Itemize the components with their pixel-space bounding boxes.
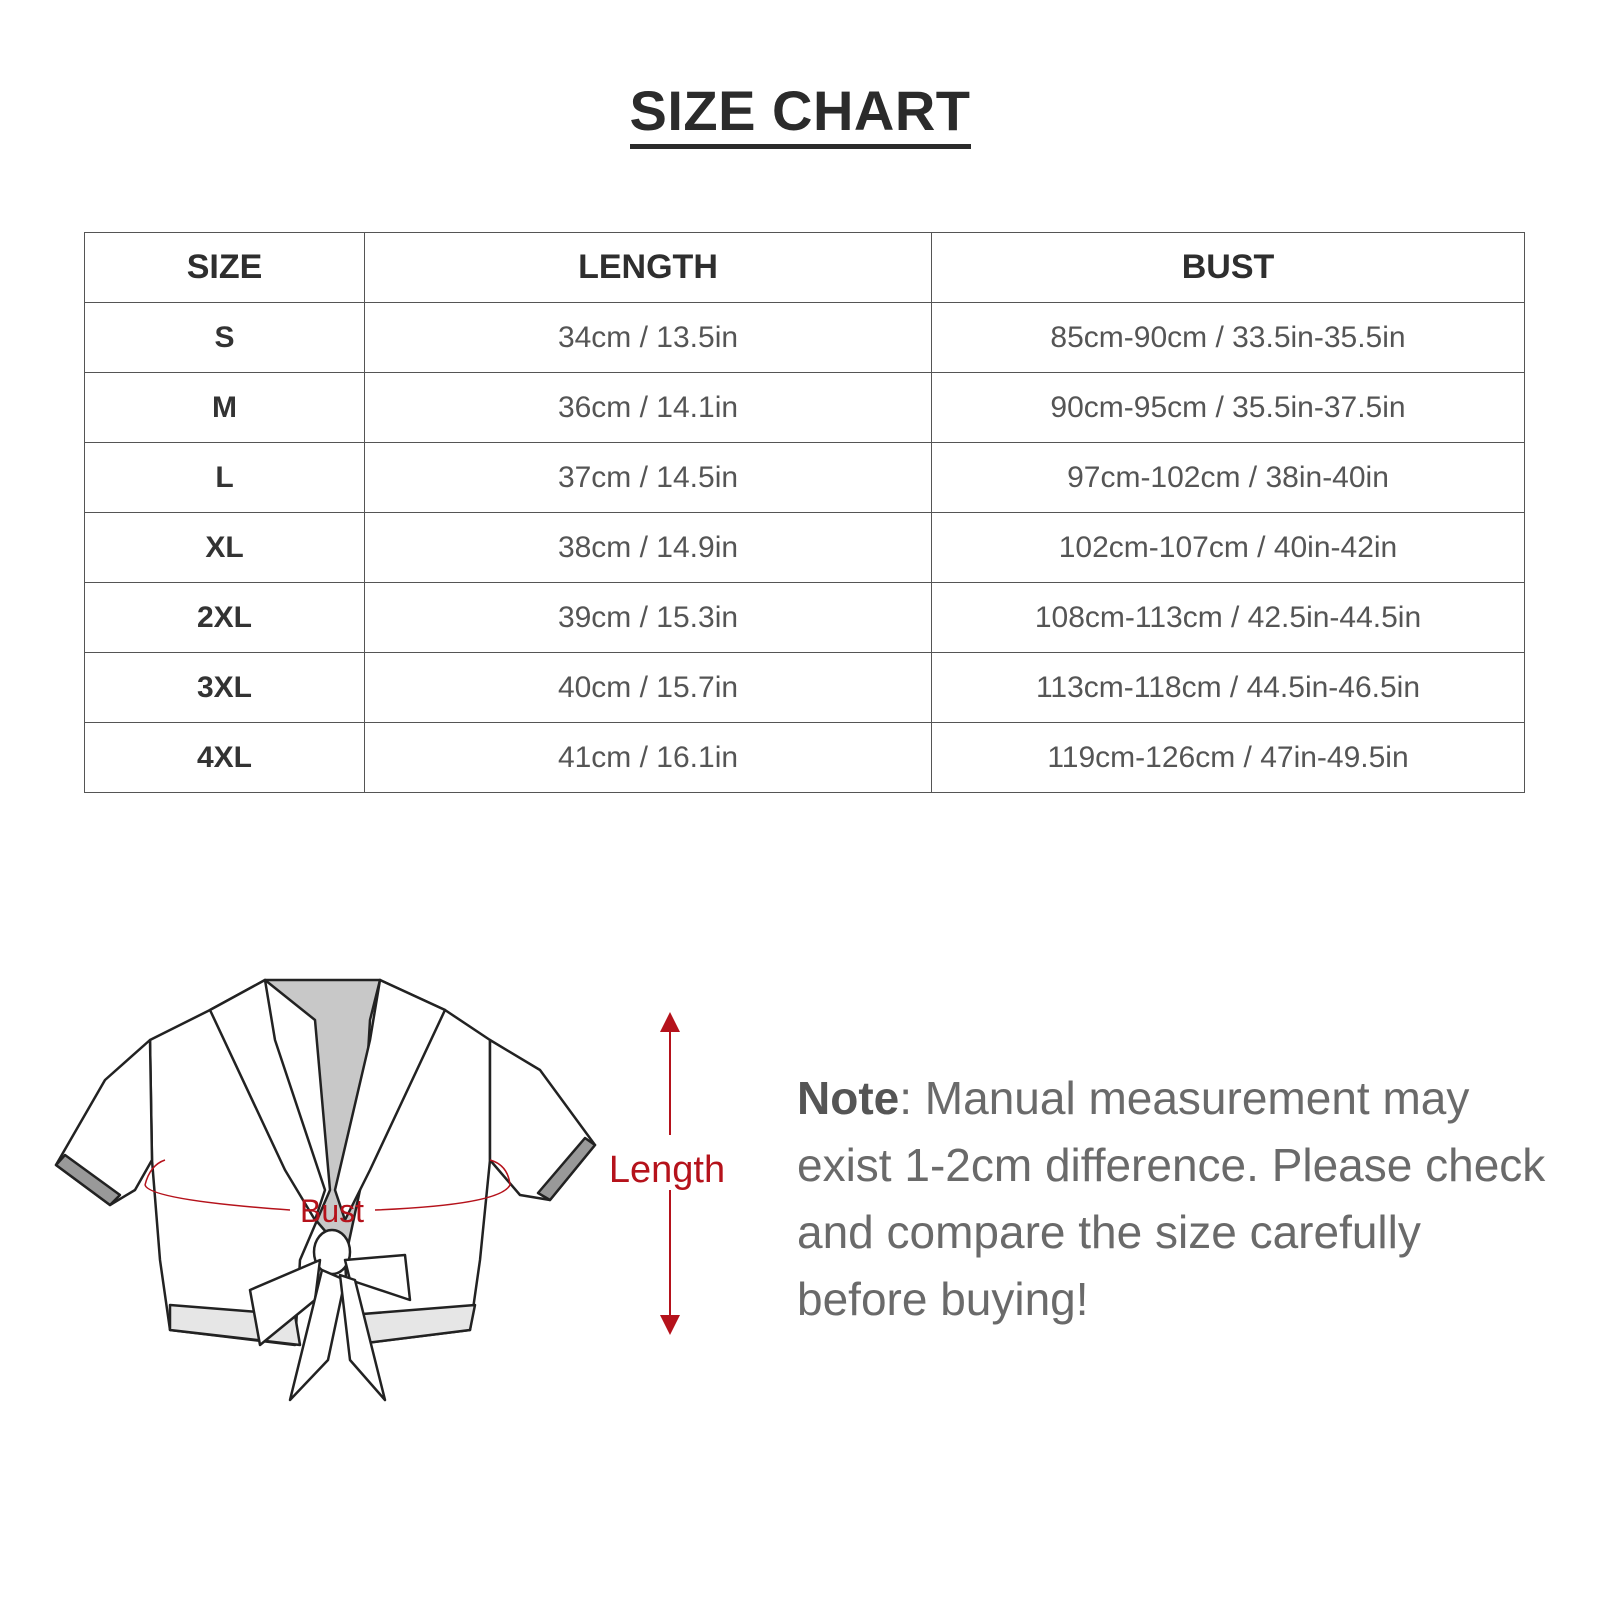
table-row: [85, 583, 1525, 653]
table-header-row: [85, 233, 1525, 303]
length-label: Length: [608, 1149, 726, 1191]
size-cell: 2XL: [85, 583, 365, 653]
length-cell: 41cm / 16.1in: [365, 723, 932, 793]
table-row: [85, 653, 1525, 723]
table-row: [85, 373, 1525, 443]
table-row: [85, 723, 1525, 793]
table-row: [85, 303, 1525, 373]
bust-cell: 119cm-126cm / 47in-49.5in: [932, 723, 1525, 793]
bust-cell: 102cm-107cm / 40in-42in: [932, 513, 1525, 583]
table-row: [85, 443, 1525, 513]
header-length: LENGTH: [365, 233, 932, 303]
length-cell: 36cm / 14.1in: [365, 373, 932, 443]
garment-diagram: [50, 960, 750, 1420]
length-cell: 39cm / 15.3in: [365, 583, 932, 653]
bust-label: Bust: [299, 1193, 365, 1229]
bust-cell: 113cm-118cm / 44.5in-46.5in: [932, 653, 1525, 723]
length-cell: 38cm / 14.9in: [365, 513, 932, 583]
table-row: [85, 513, 1525, 583]
size-cell: M: [85, 373, 365, 443]
note-text: [797, 1065, 1557, 1333]
crop-top-illustration-icon: [56, 980, 595, 1400]
size-table: [84, 232, 1525, 793]
length-cell: 34cm / 13.5in: [365, 303, 932, 373]
bust-cell: 108cm-113cm / 42.5in-44.5in: [932, 583, 1525, 653]
length-cell: 37cm / 14.5in: [365, 443, 932, 513]
size-cell: S: [85, 303, 365, 373]
length-cell: 40cm / 15.7in: [365, 653, 932, 723]
size-chart-title: SIZE CHART: [630, 79, 971, 149]
bust-cell: 85cm-90cm / 33.5in-35.5in: [932, 303, 1525, 373]
header-bust: BUST: [932, 233, 1525, 303]
note-label: Note: [797, 1072, 900, 1124]
bust-cell: 97cm-102cm / 38in-40in: [932, 443, 1525, 513]
size-cell: 4XL: [85, 723, 365, 793]
bust-cell: 90cm-95cm / 35.5in-37.5in: [932, 373, 1525, 443]
page-title: [0, 78, 1600, 143]
note-body: : Manual measurement may exist 1-2cm difference. Please check and compare the size carefully before buying!: [797, 1072, 1546, 1325]
size-cell: 3XL: [85, 653, 365, 723]
header-size: SIZE: [85, 233, 365, 303]
size-cell: L: [85, 443, 365, 513]
size-cell: XL: [85, 513, 365, 583]
